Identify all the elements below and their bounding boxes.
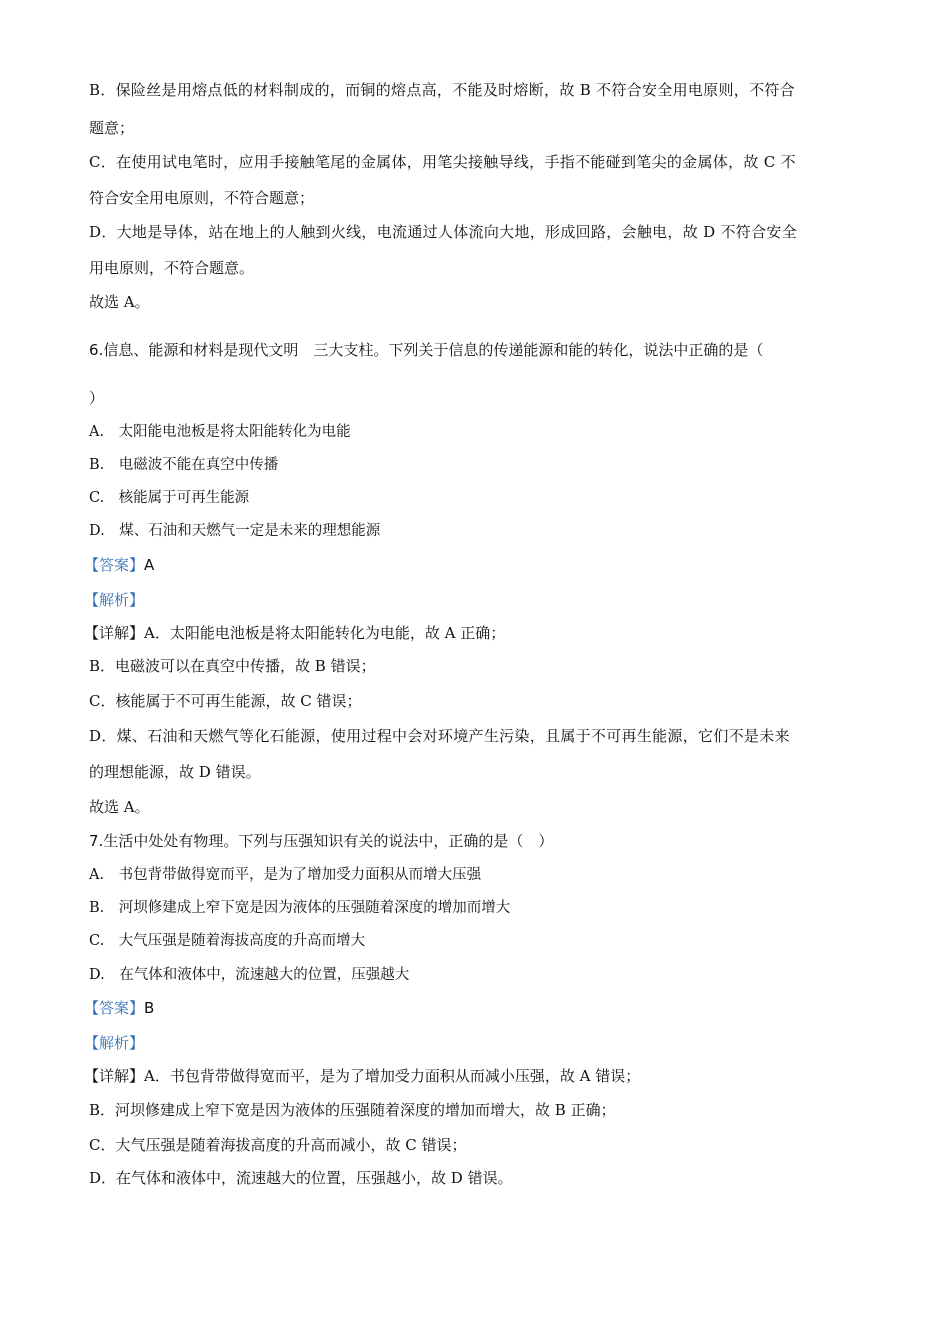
q6-number: 6. <box>89 341 104 359</box>
q7-detail-b: B．河坝修建成上窄下宽是因为液体的压强随着深度的增加而增大，故 B 正确； <box>89 1101 616 1119</box>
q7-answer-value: B <box>144 999 155 1017</box>
q6-detail-a-text: A．太阳能电池板是将太阳能转化为电能，故 A 正确； <box>144 624 506 642</box>
q7-option-d: D. 在气体和液体中，流速越大的位置，压强越大 <box>89 967 410 983</box>
prev-explanation-d-line1: D．大地是导体，站在地上的人触到火线，电流通过人体流向大地，形成回路，会触电，故 D 不符合安全 <box>89 223 797 241</box>
q6-option-b: B. 电磁波不能在真空中传播 <box>89 457 279 473</box>
q6-answer <box>84 555 154 575</box>
q6-option-d: D. 煤、石油和天燃气一定是未来的理想能源 <box>89 523 381 539</box>
q7-detail-label: 【详解】 <box>84 1067 145 1085</box>
q6-detail-label: 【详解】 <box>84 624 145 642</box>
q7-option-a: A. 书包背带做得宽而平，是为了增加受力面积从而增大压强 <box>89 867 482 883</box>
q6-detail-a <box>84 623 505 643</box>
q7-option-b: B. 河坝修建成上窄下宽是因为液体的压强随着深度的增加而增大 <box>89 900 511 916</box>
q7-detail-a-text: A．书包背带做得宽而平，是为了增加受力面积从而减小压强，故 A 错误； <box>144 1067 641 1085</box>
q6-conclusion: 故选 A。 <box>89 798 150 816</box>
q6-analysis-tag: 【解析】 <box>84 591 145 609</box>
q7-detail-a <box>84 1066 640 1086</box>
q7-answer <box>84 998 154 1018</box>
q6-option-c: C. 核能属于可再生能源 <box>89 490 250 506</box>
q6-answer-value: A <box>144 556 155 574</box>
q7-stem <box>89 831 553 851</box>
prev-explanation-d-line2: 用电原则，不符合题意。 <box>89 259 255 277</box>
q6-option-a: A. 太阳能电池板是将太阳能转化为电能 <box>89 424 351 440</box>
q7-detail-d: D．在气体和液体中，流速越大的位置，压强越小，故 D 错误。 <box>89 1169 513 1187</box>
q6-detail-c: C．核能属于不可再生能源，故 C 错误； <box>89 692 362 710</box>
q6-answer-tag: 【答案】 <box>84 556 145 574</box>
q7-detail-c: C．大气压强是随着海拔高度的升高而减小，故 C 错误； <box>89 1136 467 1154</box>
q7-analysis-tag: 【解析】 <box>84 1034 145 1052</box>
q6-stem <box>89 340 763 360</box>
prev-explanation-c-line2: 符合安全用电原则，不符合题意； <box>89 189 315 207</box>
q6-detail-d-line2: 的理想能源，故 D 错误。 <box>89 763 261 781</box>
q7-option-c: C. 大气压强是随着海拔高度的升高而增大 <box>89 933 366 949</box>
prev-explanation-b-line1: B．保险丝是用熔点低的材料制成的，而铜的熔点高，不能及时熔断，故 B 不符合安全用电原则，不符合 <box>89 81 795 99</box>
q6-stem-line2: ） <box>89 389 105 407</box>
prev-explanation-b-line2: 题意； <box>89 119 135 137</box>
prev-explanation-conclusion: 故选 A。 <box>89 293 150 311</box>
q7-stem-text: 生活中处处有物理。下列与压强知识有关的说法中，正确的是（ ） <box>103 832 554 850</box>
q7-answer-tag: 【答案】 <box>84 999 145 1017</box>
q7-number: 7. <box>89 832 104 850</box>
q6-stem-line1: 信息、能源和材料是现代文明 三大支柱。下列关于信息的传递能源和能的转化，说法中正确的是（ <box>103 341 764 359</box>
prev-explanation-c-line1: C．在使用试电笔时，应用手接触笔尾的金属体，用笔尖接触导线，手指不能碰到笔尖的金属体，故 C 不 <box>89 153 796 171</box>
q6-detail-b: B．电磁波可以在真空中传播，故 B 错误； <box>89 657 376 675</box>
q6-detail-d-line1: D．煤、石油和天燃气等化石能源，使用过程中会对环境产生污染，且属于不可再生能源，它们不是未来 <box>89 727 790 745</box>
